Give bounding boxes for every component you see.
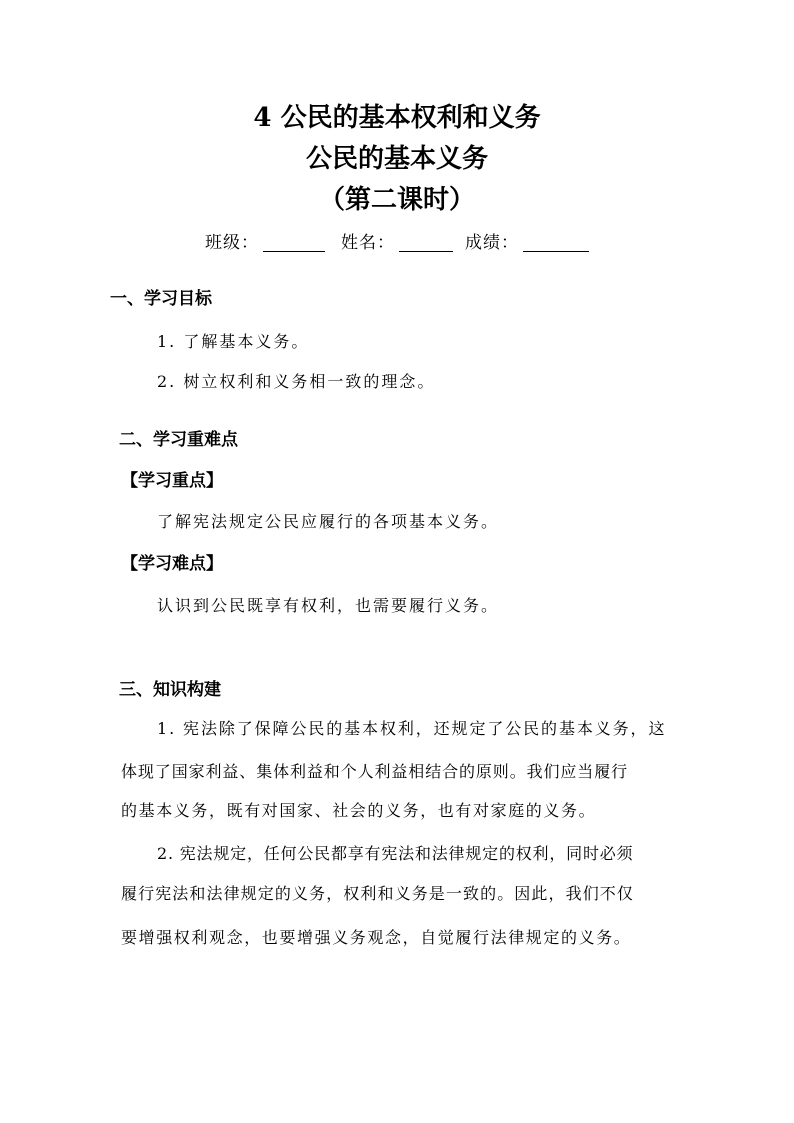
- section-heading-key-points: 二、学习重难点: [119, 430, 238, 450]
- title-line-2: 公民的基本义务: [305, 144, 488, 174]
- knowledge-paragraph-2-line: 履行宪法和法律规定的义务，权利和义务是一致的。因此，我们不仅: [121, 884, 635, 903]
- section-heading-objectives: 一、学习目标: [110, 289, 212, 309]
- section-heading-knowledge: 三、知识构建: [119, 680, 221, 700]
- difficulty-text: 认识到公民既享有权利，也需要履行义务。: [157, 596, 500, 615]
- difficulty-label: 【学习难点】: [121, 554, 223, 574]
- name-blank-field[interactable]: [399, 231, 453, 252]
- objective-item: 1. 了解基本义务。: [157, 332, 310, 351]
- knowledge-paragraph-2-line: 要增强权利观念，也要增强义务观念，自觉履行法律规定的义务。: [121, 928, 632, 947]
- title-line-1: 4 公民的基本权利和义务: [253, 103, 541, 133]
- knowledge-paragraph-1-line: 1. 宪法除了保障公民的基本权利，还规定了公民的基本义务，这: [157, 719, 667, 738]
- knowledge-paragraph-2-line: 2. 宪法规定，任何公民都享有宪法和法律规定的权利，同时必须: [157, 844, 634, 863]
- score-blank-field[interactable]: [523, 231, 589, 252]
- class-label: 班级：: [205, 233, 259, 253]
- knowledge-paragraph-1-line: 的基本义务，既有对国家、社会的义务，也有对家庭的义务。: [121, 801, 597, 820]
- key-point-label: 【学习重点】: [121, 471, 223, 491]
- objective-item: 2. 树立权利和义务相一致的理念。: [157, 372, 436, 391]
- student-info-row: [0, 231, 794, 252]
- name-label: 姓名：: [341, 233, 395, 253]
- score-label: 成绩：: [465, 233, 519, 253]
- class-blank-field[interactable]: [263, 231, 325, 252]
- key-point-text: 了解宪法规定公民应履行的各项基本义务。: [157, 512, 500, 531]
- knowledge-paragraph-1-line: 体现了国家利益、集体利益和个人利益相结合的原则。我们应当履行: [121, 762, 629, 781]
- title-line-3: （第二课时）: [318, 185, 475, 215]
